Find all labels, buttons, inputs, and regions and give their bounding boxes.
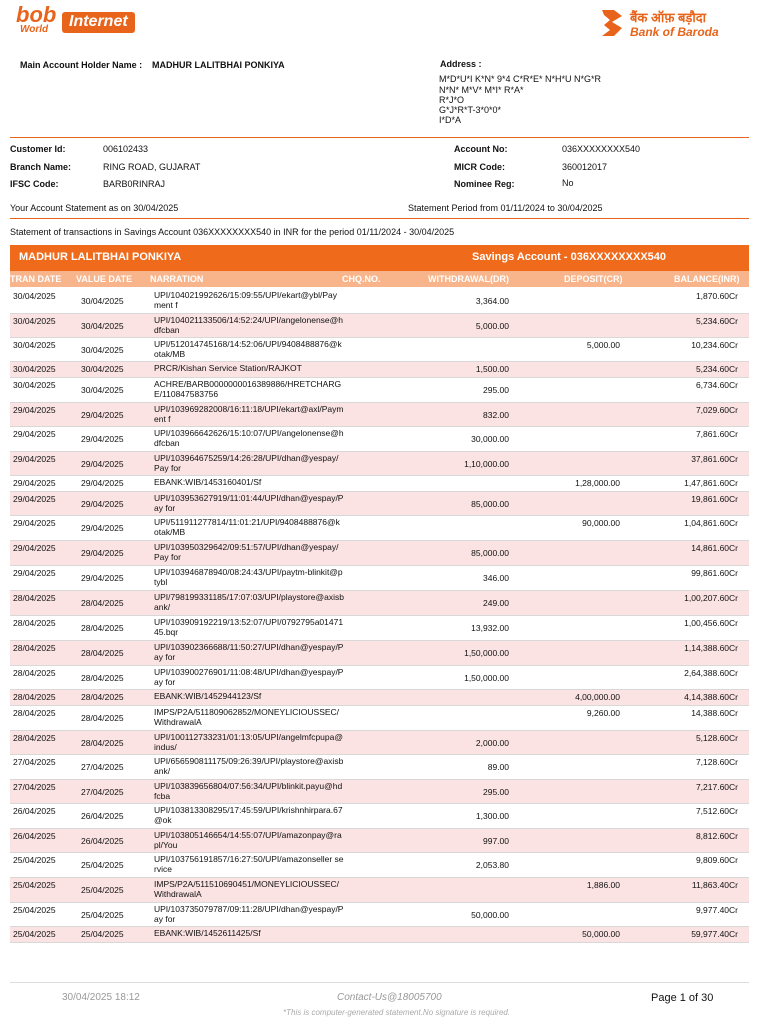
withdrawal-cell: 13,932.00 [471, 623, 509, 633]
value-date-cell: 29/04/2025 [81, 459, 124, 469]
tran-date-cell: 25/04/2025 [13, 929, 56, 939]
table-row [10, 427, 749, 452]
customer-id-value: 006102433 [103, 144, 149, 154]
table-row [10, 492, 749, 516]
deposit-cell: 4,00,000.00 [575, 692, 620, 702]
narration-cell: UPI/103966642626/15:10:07/UPI/angelonense@hdfcban [154, 428, 344, 448]
value-date-cell: 28/04/2025 [81, 598, 124, 608]
value-date-cell: 25/04/2025 [81, 885, 124, 895]
withdrawal-cell: 2,053.80 [475, 860, 509, 870]
withdrawal-cell: 50,000.00 [471, 910, 509, 920]
narration-cell: UPI/103735079787/09:11:28/UPI/dhan@yespay/Pay for [154, 904, 344, 924]
bob-world-logo: bob [16, 2, 57, 27]
value-date-cell: 29/04/2025 [81, 478, 124, 488]
value-date-cell: 30/04/2025 [81, 364, 124, 374]
branch-label: Branch Name: [10, 162, 72, 172]
tran-date-cell: 28/04/2025 [13, 618, 56, 628]
account-no-label: Account No: [454, 144, 508, 154]
value-date-cell: 26/04/2025 [81, 836, 124, 846]
value-date-cell: 26/04/2025 [81, 811, 124, 821]
nominee-value: No [562, 178, 574, 188]
deposit-cell: 90,000.00 [582, 518, 620, 528]
tran-date-cell: 25/04/2025 [13, 855, 56, 865]
table-row [10, 566, 749, 591]
col-withdrawal: WITHDRAWAL(DR) [428, 274, 509, 284]
table-row [10, 829, 749, 853]
bank-name-english: Bank of Baroda [630, 25, 719, 39]
balance-cell: 59,977.40Cr [691, 929, 738, 939]
narration-cell: UPI/103950329642/09:51:57/UPI/dhan@yespay/Pay for [154, 542, 339, 562]
narration-cell: UPI/103902366688/11:50:27/UPI/dhan@yespay/Pay for [154, 642, 344, 662]
tran-date-cell: 30/04/2025 [13, 316, 56, 326]
value-date-cell: 28/04/2025 [81, 713, 124, 723]
tran-date-cell: 29/04/2025 [13, 405, 56, 415]
tran-date-cell: 27/04/2025 [13, 757, 56, 767]
balance-cell: 8,812.60Cr [695, 831, 738, 841]
withdrawal-cell: 997.00 [483, 836, 509, 846]
value-date-cell: 28/04/2025 [81, 692, 124, 702]
table-row [10, 804, 749, 829]
value-date-cell: 29/04/2025 [81, 573, 124, 583]
balance-cell: 2,64,388.60Cr [684, 668, 738, 678]
narration-cell: EBANK:WIB/1452944123/Sf [154, 691, 262, 701]
balance-cell: 6,734.60Cr [695, 380, 738, 390]
tran-date-cell: 26/04/2025 [13, 806, 56, 816]
col-deposit: DEPOSIT(CR) [564, 274, 623, 284]
value-date-cell: 28/04/2025 [81, 673, 124, 683]
table-header-row [10, 271, 749, 287]
balance-cell: 19,861.60Cr [691, 494, 738, 504]
tran-date-cell: 29/04/2025 [13, 478, 56, 488]
withdrawal-cell: 249.00 [483, 598, 509, 608]
col-chq-no: CHQ.NO. [342, 274, 381, 284]
address-line: G*J*R*T-3*0*0* [439, 105, 502, 115]
table-row [10, 853, 749, 878]
value-date-cell: 30/04/2025 [81, 296, 124, 306]
balance-cell: 14,388.60Cr [691, 708, 738, 718]
value-date-cell: 29/04/2025 [81, 499, 124, 509]
narration-cell: UPI/103953627919/11:01:44/UPI/dhan@yespay/Pay for [154, 493, 344, 513]
narration-cell: EBANK:WIB/1453160401/Sf [154, 477, 262, 487]
narration-cell: UPI/104021992626/15:09:55/UPI/ekart@ybl/Payment f [154, 290, 337, 310]
balance-cell: 7,128.60Cr [695, 757, 738, 767]
withdrawal-cell: 295.00 [483, 787, 509, 797]
balance-cell: 4,14,388.60Cr [684, 692, 738, 702]
bank-name-hindi: बैंक ऑफ़ बड़ौदा [630, 10, 706, 25]
tran-date-cell: 28/04/2025 [13, 692, 56, 702]
withdrawal-cell: 3,364.00 [475, 296, 509, 306]
holder-label: Main Account Holder Name : [20, 60, 143, 70]
withdrawal-cell: 85,000.00 [471, 548, 509, 558]
balance-cell: 7,217.60Cr [695, 782, 738, 792]
value-date-cell: 25/04/2025 [81, 860, 124, 870]
customer-id-label: Customer Id: [10, 144, 66, 154]
balance-cell: 7,029.60Cr [695, 405, 738, 415]
withdrawal-cell: 1,50,000.00 [464, 673, 509, 683]
tran-date-cell: 29/04/2025 [13, 454, 56, 464]
banner-holder-name: MADHUR LALITBHAI PONKIYA [19, 251, 182, 263]
balance-cell: 1,00,207.60Cr [684, 593, 738, 603]
deposit-cell: 9,260.00 [586, 708, 620, 718]
narration-cell: UPI/103839656804/07:56:34/UPI/blinkit.payu@hdfcba [154, 781, 343, 801]
narration-cell: UPI/103964675259/14:26:28/UPI/dhan@yespay/Pay for [154, 453, 339, 473]
table-row [10, 706, 749, 731]
balance-cell: 5,234.60Cr [695, 316, 738, 326]
tran-date-cell: 28/04/2025 [13, 593, 56, 603]
withdrawal-cell: 295.00 [483, 385, 509, 395]
narration-cell: UPI/103900276901/11:08:48/UPI/dhan@yespay/Pay for [154, 667, 344, 687]
withdrawal-cell: 832.00 [483, 410, 509, 420]
tran-date-cell: 29/04/2025 [13, 518, 56, 528]
statement-description: Statement of transactions in Savings Account 036XXXXXXXX540 in INR for the period 01/11/2024 - 30/04/2025 [10, 227, 455, 237]
table-row [10, 641, 749, 666]
narration-cell: PRCR/Kishan Service Station/RAJKOT [154, 363, 302, 373]
tran-date-cell: 30/04/2025 [13, 364, 56, 374]
statement-as-on: Your Account Statement as on 30/04/2025 [10, 203, 179, 213]
table-row [10, 690, 749, 706]
narration-cell: UPI/103909192219/13:52:07/UPI/0792795a0147145.bqr [154, 617, 344, 637]
tran-date-cell: 28/04/2025 [13, 733, 56, 743]
balance-cell: 1,14,388.60Cr [684, 643, 738, 653]
balance-cell: 37,861.60Cr [691, 454, 738, 464]
address-line: M*D*U*I K*N* 9*4 C*R*E* N*H*U N*G*R [439, 74, 602, 84]
tran-date-cell: 29/04/2025 [13, 429, 56, 439]
table-row [10, 731, 749, 755]
balance-cell: 5,128.60Cr [695, 733, 738, 743]
value-date-cell: 27/04/2025 [81, 762, 124, 772]
branch-value: RING ROAD, GUJARAT [103, 162, 201, 172]
tran-date-cell: 25/04/2025 [13, 905, 56, 915]
table-row [10, 755, 749, 780]
tran-date-cell: 26/04/2025 [13, 831, 56, 841]
divider [10, 218, 749, 219]
table-row [10, 516, 749, 541]
withdrawal-cell: 85,000.00 [471, 499, 509, 509]
footer-disclaimer: *This is computer-generated statement.No signature is required. [283, 1008, 511, 1017]
tran-date-cell: 28/04/2025 [13, 643, 56, 653]
bank-of-baroda-logo-icon [598, 8, 626, 38]
balance-cell: 1,04,861.60Cr [684, 518, 738, 528]
value-date-cell: 29/04/2025 [81, 523, 124, 533]
address-line: R*J*O [439, 95, 465, 105]
narration-cell: UPI/511911277814/11:01:21/UPI/9408488876@kotak/MB [154, 517, 340, 537]
deposit-cell: 5,000.00 [586, 340, 620, 350]
balance-cell: 10,234.60Cr [691, 340, 738, 350]
tran-date-cell: 30/04/2025 [13, 291, 56, 301]
table-row [10, 289, 749, 314]
value-date-cell: 28/04/2025 [81, 623, 124, 633]
balance-cell: 99,861.60Cr [691, 568, 738, 578]
bob-world-sublabel: World [20, 24, 49, 35]
balance-cell: 1,47,861.60Cr [684, 478, 738, 488]
table-row [10, 378, 749, 403]
col-narration: NARRATION [150, 274, 204, 284]
table-row [10, 616, 749, 641]
withdrawal-cell: 1,10,000.00 [464, 459, 509, 469]
value-date-cell: 29/04/2025 [81, 410, 124, 420]
tran-date-cell: 25/04/2025 [13, 880, 56, 890]
narration-cell: EBANK:WIB/1452611425/Sf [154, 928, 261, 938]
holder-name: MADHUR LALITBHAI PONKIYA [152, 60, 285, 70]
footer-contact: Contact-Us@18005700 [337, 992, 442, 1003]
value-date-cell: 30/04/2025 [81, 345, 124, 355]
withdrawal-cell: 1,300.00 [475, 811, 509, 821]
statement-period: Statement Period from 01/11/2024 to 30/04/2025 [408, 203, 603, 213]
narration-cell: UPI/103813308295/17:45:59/UPI/krishnhirpara.67@ok [154, 805, 343, 825]
divider [10, 137, 749, 138]
col-tran-date: TRAN DATE [10, 274, 62, 284]
tran-date-cell: 27/04/2025 [13, 782, 56, 792]
value-date-cell: 27/04/2025 [81, 787, 124, 797]
narration-cell: IMPS/P2A/511510690451/MONEYLICIOUSSEC/WithdrawalA [154, 879, 340, 899]
narration-cell: UPI/798199331185/17:07:03/UPI/playstore@axisbank/ [154, 592, 344, 612]
balance-cell: 11,863.40Cr [691, 880, 738, 890]
withdrawal-cell: 30,000.00 [471, 434, 509, 444]
table-row [10, 878, 749, 903]
micr-label: MICR Code: [454, 162, 505, 172]
table-row [10, 666, 749, 690]
internet-badge: Internet [62, 12, 135, 33]
deposit-cell: 1,28,000.00 [575, 478, 620, 488]
table-row [10, 338, 749, 362]
withdrawal-cell: 1,500.00 [475, 364, 509, 374]
banner-account: Savings Account - 036XXXXXXXX540 [472, 251, 667, 263]
narration-cell: IMPS/P2A/511809062852/MONEYLICIOUSSEC/WithdrawalA [154, 707, 340, 727]
footer-timestamp: 30/04/2025 18:12 [62, 992, 140, 1003]
narration-cell: UPI/656590811175/09:26:39/UPI/playstore@axisbank/ [154, 756, 344, 776]
narration-cell: UPI/103946878940/08:24:43/UPI/paytm-blinkit@ptybl [154, 567, 343, 587]
table-row [10, 362, 749, 378]
withdrawal-cell: 5,000.00 [475, 321, 509, 331]
tran-date-cell: 30/04/2025 [13, 380, 56, 390]
value-date-cell: 29/04/2025 [81, 434, 124, 444]
address-label: Address : [440, 59, 482, 69]
table-row [10, 591, 749, 616]
value-date-cell: 30/04/2025 [81, 321, 124, 331]
balance-cell: 5,234.60Cr [695, 364, 738, 374]
table-banner [10, 245, 749, 271]
value-date-cell: 28/04/2025 [81, 648, 124, 658]
value-date-cell: 30/04/2025 [81, 385, 124, 395]
deposit-cell: 50,000.00 [582, 929, 620, 939]
value-date-cell: 28/04/2025 [81, 738, 124, 748]
account-no-value: 036XXXXXXXX540 [562, 144, 641, 154]
withdrawal-cell: 1,50,000.00 [464, 648, 509, 658]
tran-date-cell: 29/04/2025 [13, 568, 56, 578]
withdrawal-cell: 89.00 [487, 762, 509, 772]
balance-cell: 9,977.40Cr [695, 905, 738, 915]
narration-cell: UPI/103805146654/14:55:07/UPI/amazonpay@rapl/You [154, 830, 342, 850]
narration-cell: UPI/104021133506/14:52:24/UPI/angelonense@hdfcban [154, 315, 344, 335]
balance-cell: 14,861.60Cr [691, 543, 738, 553]
table-row [10, 403, 749, 427]
withdrawal-cell: 2,000.00 [475, 738, 509, 748]
row-divider [10, 942, 749, 943]
balance-cell: 9,809.60Cr [695, 855, 738, 865]
narration-cell: UPI/103969282008/16:11:18/UPI/ekart@axl/Payment f [154, 404, 344, 424]
balance-cell: 1,00,456.60Cr [684, 618, 738, 628]
balance-cell: 7,512.60Cr [695, 806, 738, 816]
ifsc-value: BARB0RINRAJ [103, 179, 166, 189]
table-row [10, 541, 749, 566]
table-row [10, 927, 749, 943]
value-date-cell: 25/04/2025 [81, 929, 124, 939]
value-date-cell: 29/04/2025 [81, 548, 124, 558]
col-value-date: VALUE DATE [76, 274, 133, 284]
tran-date-cell: 30/04/2025 [13, 340, 56, 350]
address-line: N*N* M*V* M*I* R*A* [439, 85, 524, 95]
tran-date-cell: 28/04/2025 [13, 708, 56, 718]
table-row [10, 903, 749, 927]
tran-date-cell: 29/04/2025 [13, 543, 56, 553]
micr-value: 360012017 [562, 162, 608, 172]
narration-cell: UPI/103756191857/16:27:50/UPI/amazonseller service [154, 854, 344, 874]
balance-cell: 7,861.60Cr [695, 429, 738, 439]
narration-cell: UPI/100112733231/01:13:05/UPI/angelmfcpupa@indus/ [154, 732, 343, 752]
narration-cell: UPI/512014745168/14:52:06/UPI/9408488876@kotak/MB [154, 339, 342, 359]
value-date-cell: 25/04/2025 [81, 910, 124, 920]
ifsc-label: IFSC Code: [10, 179, 59, 189]
table-row [10, 452, 749, 476]
table-row [10, 314, 749, 338]
address-line: I*D*A [439, 115, 462, 125]
col-balance: BALANCE(INR) [674, 274, 740, 284]
deposit-cell: 1,886.00 [586, 880, 620, 890]
page-indicator: Page 1 of 30 [651, 992, 714, 1004]
narration-cell: ACHRE/BARB0000000016389886/HRETCHARGE/110847583756 [154, 379, 342, 399]
tran-date-cell: 28/04/2025 [13, 668, 56, 678]
withdrawal-cell: 346.00 [483, 573, 509, 583]
footer-divider [10, 982, 749, 983]
tran-date-cell: 29/04/2025 [13, 494, 56, 504]
nominee-label: Nominee Reg: [454, 179, 515, 189]
balance-cell: 1,870.60Cr [695, 291, 738, 301]
table-row [10, 476, 749, 492]
table-row [10, 780, 749, 804]
